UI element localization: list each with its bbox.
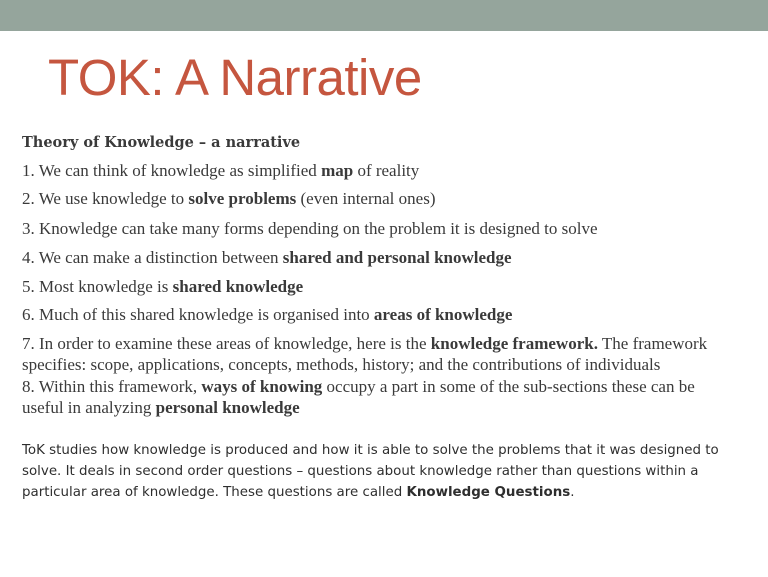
point-4: 4. We can make a distinction between shared and personal knowledge (22, 248, 512, 267)
point-8-line-1: 8. Within this framework, ways of knowing occupy a part in some of the sub-sections these can be (22, 377, 695, 396)
point-3: 3. Knowledge can take many forms depending on the problem it is designed to solve (22, 219, 598, 238)
point-1: 1. We can think of knowledge as simplified map of reality (22, 161, 420, 180)
point-5: 5. Most knowledge is shared knowledge (22, 277, 304, 296)
point-6: 6. Much of this shared knowledge is organised into areas of knowledge (22, 305, 513, 324)
slide-subtitle: Theory of Knowledge – a narrative (22, 134, 301, 151)
top-bar (0, 0, 768, 31)
point-7-line-1: 7. In order to examine these areas of knowledge, here is the knowledge framework. The framework (22, 334, 708, 353)
slide-title: TOK: A Narrative (48, 49, 422, 106)
summary-paragraph: ToK studies how knowledge is produced and how it is able to solve the problems that it was designed to solve. It deals in second order questions – questions about knowledge rather than questions within a particular area of knowledge. These questions are called Knowledge Questions. (22, 443, 719, 500)
point-8-line-2: useful in analyzing personal knowledge (22, 398, 300, 417)
point-2: 2. We use knowledge to solve problems (even internal ones) (22, 189, 436, 208)
point-7-line-2: specifies: scope, applications, concepts, methods, history; and the contributions of individuals (22, 355, 661, 374)
